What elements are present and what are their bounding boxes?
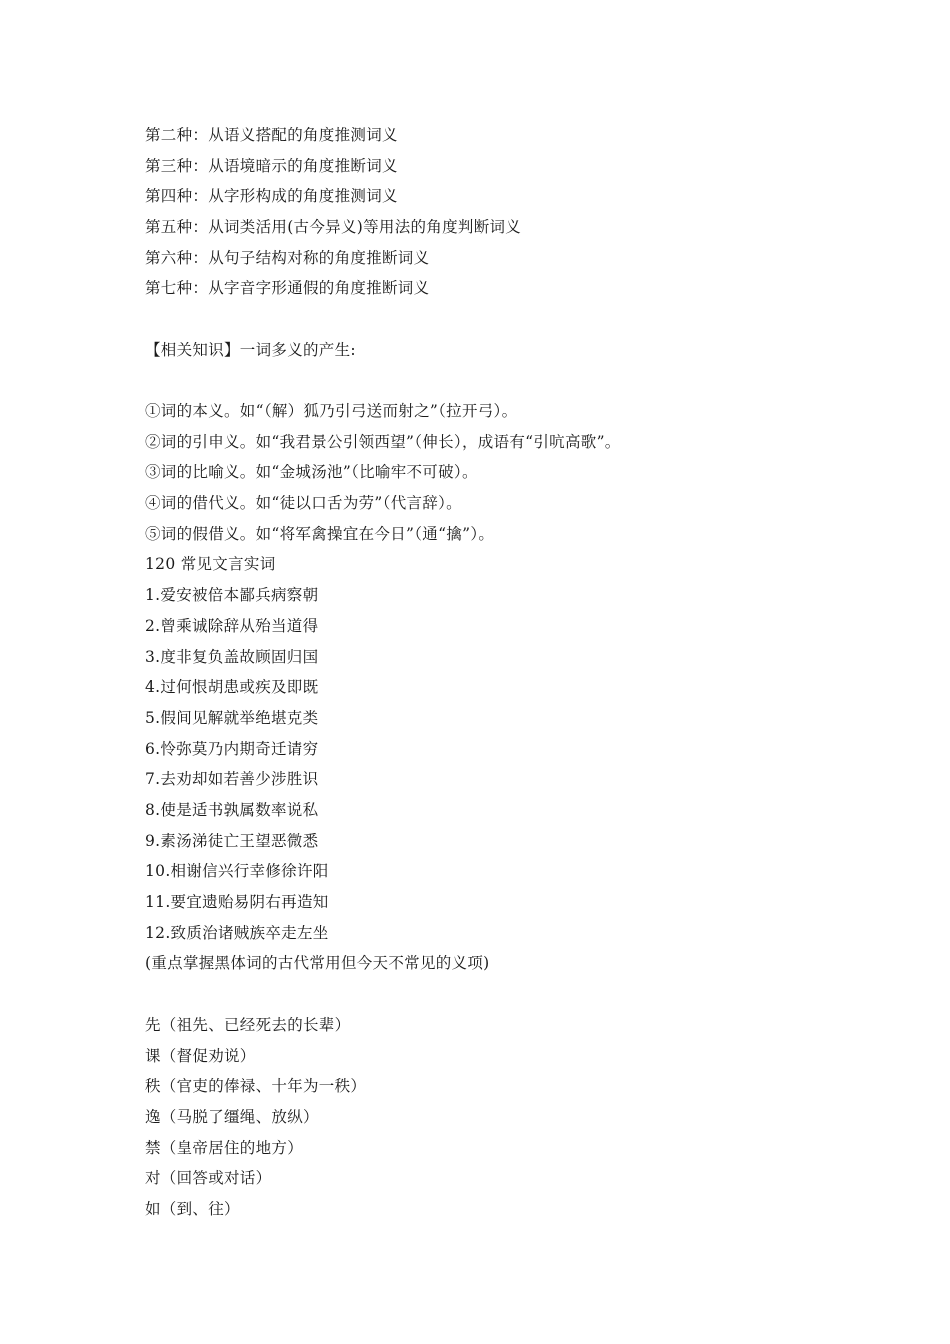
knowledge-heading: 【相关知识】一词多义的产生:: [145, 341, 356, 359]
word-group-item: 6.怜弥莫乃内期奇迁请穷: [145, 739, 319, 758]
word-group-item: 5.假间见解就举绝堪克类: [145, 708, 319, 727]
word-list-title: 120 常见文言实词: [145, 555, 276, 574]
word-meanings-list: [145, 396, 865, 979]
method-item: 第七种：从字音字形通假的角度推断词义: [145, 279, 430, 298]
meaning-item: ②词的引申义。如“我君景公引领西望”（伸长），成语有“引吭高歌”。: [145, 432, 621, 451]
word-group-item: 11.要宜遗贻易阴右再造知: [145, 893, 329, 911]
method-item: 第三种：从语境暗示的角度推断词义: [145, 156, 398, 175]
method-item: 第五种：从词类活用(古今异义)等用法的角度判断词义: [145, 218, 522, 237]
word-group-item: 7.去劝却如若善少涉胜识: [145, 770, 319, 789]
example-item: 课（督促劝说）: [145, 1046, 256, 1065]
method-item: 第四种：从字形构成的角度推测词义: [145, 187, 398, 206]
word-group-item: 8.使是适书孰属数率说私: [145, 800, 319, 819]
study-note: (重点掌握黑体词的古代常用但今天不常见的义项): [145, 954, 490, 973]
knowledge-section: [145, 335, 865, 366]
word-group-item: 2.曾乘诚除辞从殆当道得: [145, 616, 319, 635]
example-item: 秩（官吏的俸禄、十年为一秩）: [145, 1077, 367, 1096]
word-group-item: 9.素汤涕徒亡王望恶微悉: [145, 831, 319, 850]
example-item: 禁（皇帝居住的地方）: [145, 1138, 304, 1157]
word-group-item: 12.致质治诸贼族卒走左坐: [145, 923, 329, 942]
meaning-item: ①词的本义。如“（解）狐乃引弓送而射之”（拉开弓）。: [145, 402, 518, 420]
meaning-item: ⑤词的假借义。如“将军禽操宜在今日”（通“擒”）。: [145, 524, 495, 543]
meaning-item: ④词的借代义。如“徒以口舌为劳”（代言辞）。: [145, 494, 462, 513]
example-item: 逸（马脱了缰绳、放纵）: [145, 1108, 319, 1127]
example-item: 先（祖先、已经死去的长辈）: [145, 1016, 351, 1034]
method-item: 第二种：从语义搭配的角度推测词义: [145, 126, 398, 144]
word-group-item: 10.相谢信兴行幸修徐许阳: [145, 862, 329, 881]
example-item: 如（到、往）: [145, 1200, 240, 1219]
word-group-item: 1.爱安被倍本鄙兵病察朝: [145, 586, 319, 605]
word-group-item: 3.度非复负盖故顾固归国: [145, 647, 319, 666]
example-item: 对（回答或对话）: [145, 1169, 272, 1188]
word-examples-list: [145, 1010, 865, 1225]
meaning-item: ③词的比喻义。如“金城汤池”（比喻牢不可破）。: [145, 463, 478, 482]
method-item: 第六种：从句子结构对称的角度推断词义: [145, 248, 430, 267]
word-group-item: 4.过何恨胡患或疾及即既: [145, 678, 319, 697]
inference-methods-list: [145, 120, 865, 304]
